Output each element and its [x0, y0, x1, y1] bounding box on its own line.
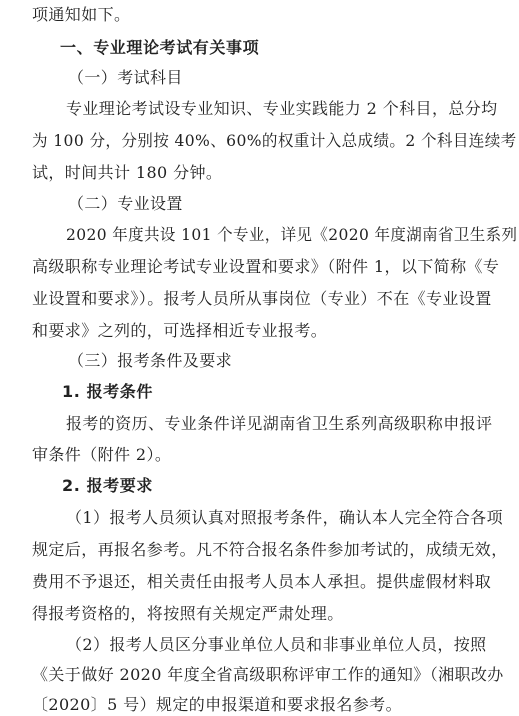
paragraph-line: 和要求》之列的，可选择相近专业报考。: [32, 321, 328, 340]
item-heading: 1. 报考条件: [62, 382, 153, 401]
item-heading: 2. 报考要求: [62, 476, 153, 495]
paragraph-line: 费用不予退还，相关责任由报考人员本人承担。提供虚假材料取: [32, 572, 492, 591]
subsection-heading: （三）报考条件及要求: [68, 351, 233, 370]
section-heading: 一、专业理论考试有关事项: [60, 38, 260, 57]
paragraph-line: 得报考资格的，将按照有关规定严肃处理。: [32, 604, 344, 623]
subsection-heading: （一）考试科目: [68, 68, 183, 87]
paragraph-line: 业设置和要求》）。报考人员所从事岗位（专业）不在《专业设置: [32, 289, 492, 308]
paragraph-line: 《关于做好 2020 年度全省高级职称评审工作的通知》（湘职改办: [32, 665, 504, 684]
paragraph-line: 规定后，再报名参考。凡不符合报名条件参加考试的，成绩无效，: [32, 540, 508, 559]
paragraph-line: 2020 年度共设 101 个专业，详见《2020 年度湖南省卫生系列: [66, 225, 518, 244]
paragraph-line: 报考的资历、专业条件详见湖南省卫生系列高级职称申报评: [66, 414, 493, 433]
paragraph-line: 试，时间共计 180 分钟。: [32, 163, 223, 182]
paragraph-line: （2）报考人员区分事业单位人员和非事业单位人员，按照: [66, 635, 487, 654]
intro-tail-text: 项通知如下。: [32, 5, 131, 24]
paragraph-line: 高级职称专业理论考试专业设置和要求》（附件 1，以下简称《专: [32, 257, 500, 276]
paragraph-line: 为 100 分，分别按 40%、60%的权重计入总成绩。2 个科目连续考: [32, 131, 517, 150]
paragraph-line: 专业理论考试设专业知识、专业实践能力 2 个科目，总分均: [66, 99, 498, 118]
paragraph-line: 〔2020〕5 号）规定的申报渠道和要求报名参考。: [32, 695, 402, 714]
paragraph-line: 审条件（附件 2）。: [32, 445, 172, 464]
subsection-heading: （二）专业设置: [68, 194, 183, 213]
paragraph-line: （1）报考人员须认真对照报考条件，确认本人完全符合各项: [66, 508, 503, 527]
